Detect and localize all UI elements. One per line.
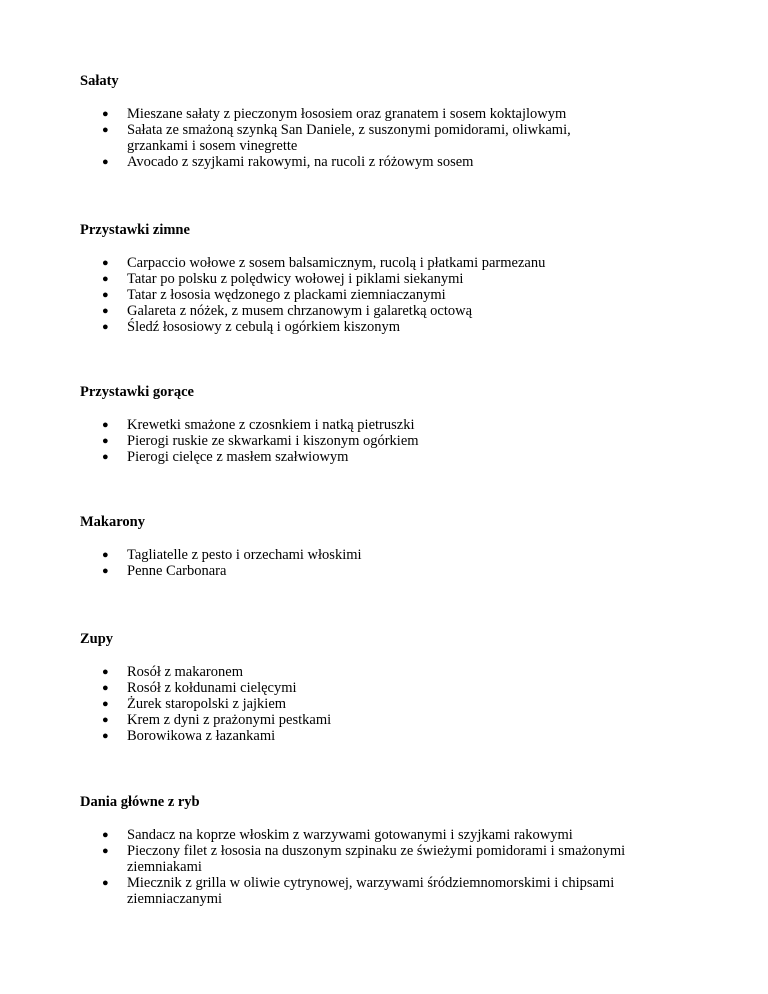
item-list <box>80 255 680 335</box>
section-title: Dania główne z ryb <box>80 794 200 810</box>
list-item: ● Mieszane sałaty z pieczonym łososiem oraz granatem i sosem koktajlowym <box>102 106 567 122</box>
bullet-icon: ● <box>102 845 109 857</box>
list-item: ● Galareta z nóżek, z musem chrzanowym i galaretką octową <box>102 303 473 319</box>
section-title: Przystawki gorące <box>80 384 194 400</box>
bullet-icon: ● <box>102 565 109 577</box>
bullet-icon: ● <box>102 273 109 285</box>
menu-section-hot-starters <box>80 384 680 465</box>
list-item: ● Borowikowa z łazankami <box>102 728 276 744</box>
bullet-icon: ● <box>102 108 109 120</box>
menu-section-fish-mains <box>80 794 680 907</box>
item-list <box>80 664 680 744</box>
list-item: ● Sałata ze smażoną szynką San Daniele, z suszonymi pomidorami, oliwkami, grzankami i sosem vinegrette <box>102 122 571 154</box>
item-list <box>80 417 680 465</box>
menu-section-salads <box>80 73 680 170</box>
list-item: ● Śledź łososiowy z cebulą i ogórkiem kiszonym <box>102 319 401 335</box>
bullet-icon: ● <box>102 682 109 694</box>
item-list <box>80 106 680 170</box>
bullet-icon: ● <box>102 257 109 269</box>
bullet-icon: ● <box>102 549 109 561</box>
list-item: ● Avocado z szyjkami rakowymi, na rucoli z różowym sosem <box>102 154 474 170</box>
bullet-icon: ● <box>102 321 109 333</box>
list-item: ● Tatar z łososia wędzonego z plackami ziemniaczanymi <box>102 287 446 303</box>
list-item: ● Pierogi ruskie ze skwarkami i kiszonym ogórkiem <box>102 433 419 449</box>
bullet-icon: ● <box>102 419 109 431</box>
bullet-icon: ● <box>102 730 109 742</box>
section-title: Makarony <box>80 514 145 530</box>
menu-section-soups <box>80 631 680 744</box>
list-item: ● Tatar po polsku z polędwicy wołowej i piklami siekanymi <box>102 271 464 287</box>
bullet-icon: ● <box>102 435 109 447</box>
item-list <box>80 827 680 907</box>
bullet-icon: ● <box>102 289 109 301</box>
section-title: Zupy <box>80 631 114 647</box>
bullet-icon: ● <box>102 877 109 889</box>
list-item: ● Krewetki smażone z czosnkiem i natką pietruszki <box>102 417 415 433</box>
menu-section-pasta <box>80 514 680 579</box>
bullet-icon: ● <box>102 124 109 136</box>
bullet-icon: ● <box>102 451 109 463</box>
section-title: Przystawki zimne <box>80 222 190 238</box>
bullet-icon: ● <box>102 156 109 168</box>
bullet-icon: ● <box>102 666 109 678</box>
bullet-icon: ● <box>102 829 109 841</box>
list-item: ● Carpaccio wołowe z sosem balsamicznym, rucolą i płatkami parmezanu <box>102 255 546 271</box>
list-item: ● Sandacz na koprze włoskim z warzywami gotowanymi i szyjkami rakowymi <box>102 827 573 843</box>
item-list <box>80 547 680 579</box>
list-item: ● Krem z dyni z prażonymi pestkami <box>102 712 332 728</box>
list-item: ● Pierogi cielęce z masłem szałwiowym <box>102 449 349 465</box>
list-item: ● Rosół z makaronem <box>102 664 243 680</box>
list-item: ● Żurek staropolski z jajkiem <box>102 696 287 712</box>
bullet-icon: ● <box>102 714 109 726</box>
section-title: Sałaty <box>80 73 119 89</box>
menu-section-cold-starters <box>80 222 680 335</box>
list-item: ● Rosół z kołdunami cielęcymi <box>102 680 297 696</box>
bullet-icon: ● <box>102 698 109 710</box>
list-item: ● Tagliatelle z pesto i orzechami włoskimi <box>102 547 362 563</box>
bullet-icon: ● <box>102 305 109 317</box>
list-item: ● Pieczony filet z łososia na duszonym szpinaku ze świeżymi pomidorami i smażonymi ziemniakami <box>102 843 626 875</box>
list-item: ● Miecznik z grilla w oliwie cytrynowej, warzywami śródziemnomorskimi i chipsami ziemniaczanymi <box>102 875 615 907</box>
list-item: ● Penne Carbonara <box>102 563 227 579</box>
